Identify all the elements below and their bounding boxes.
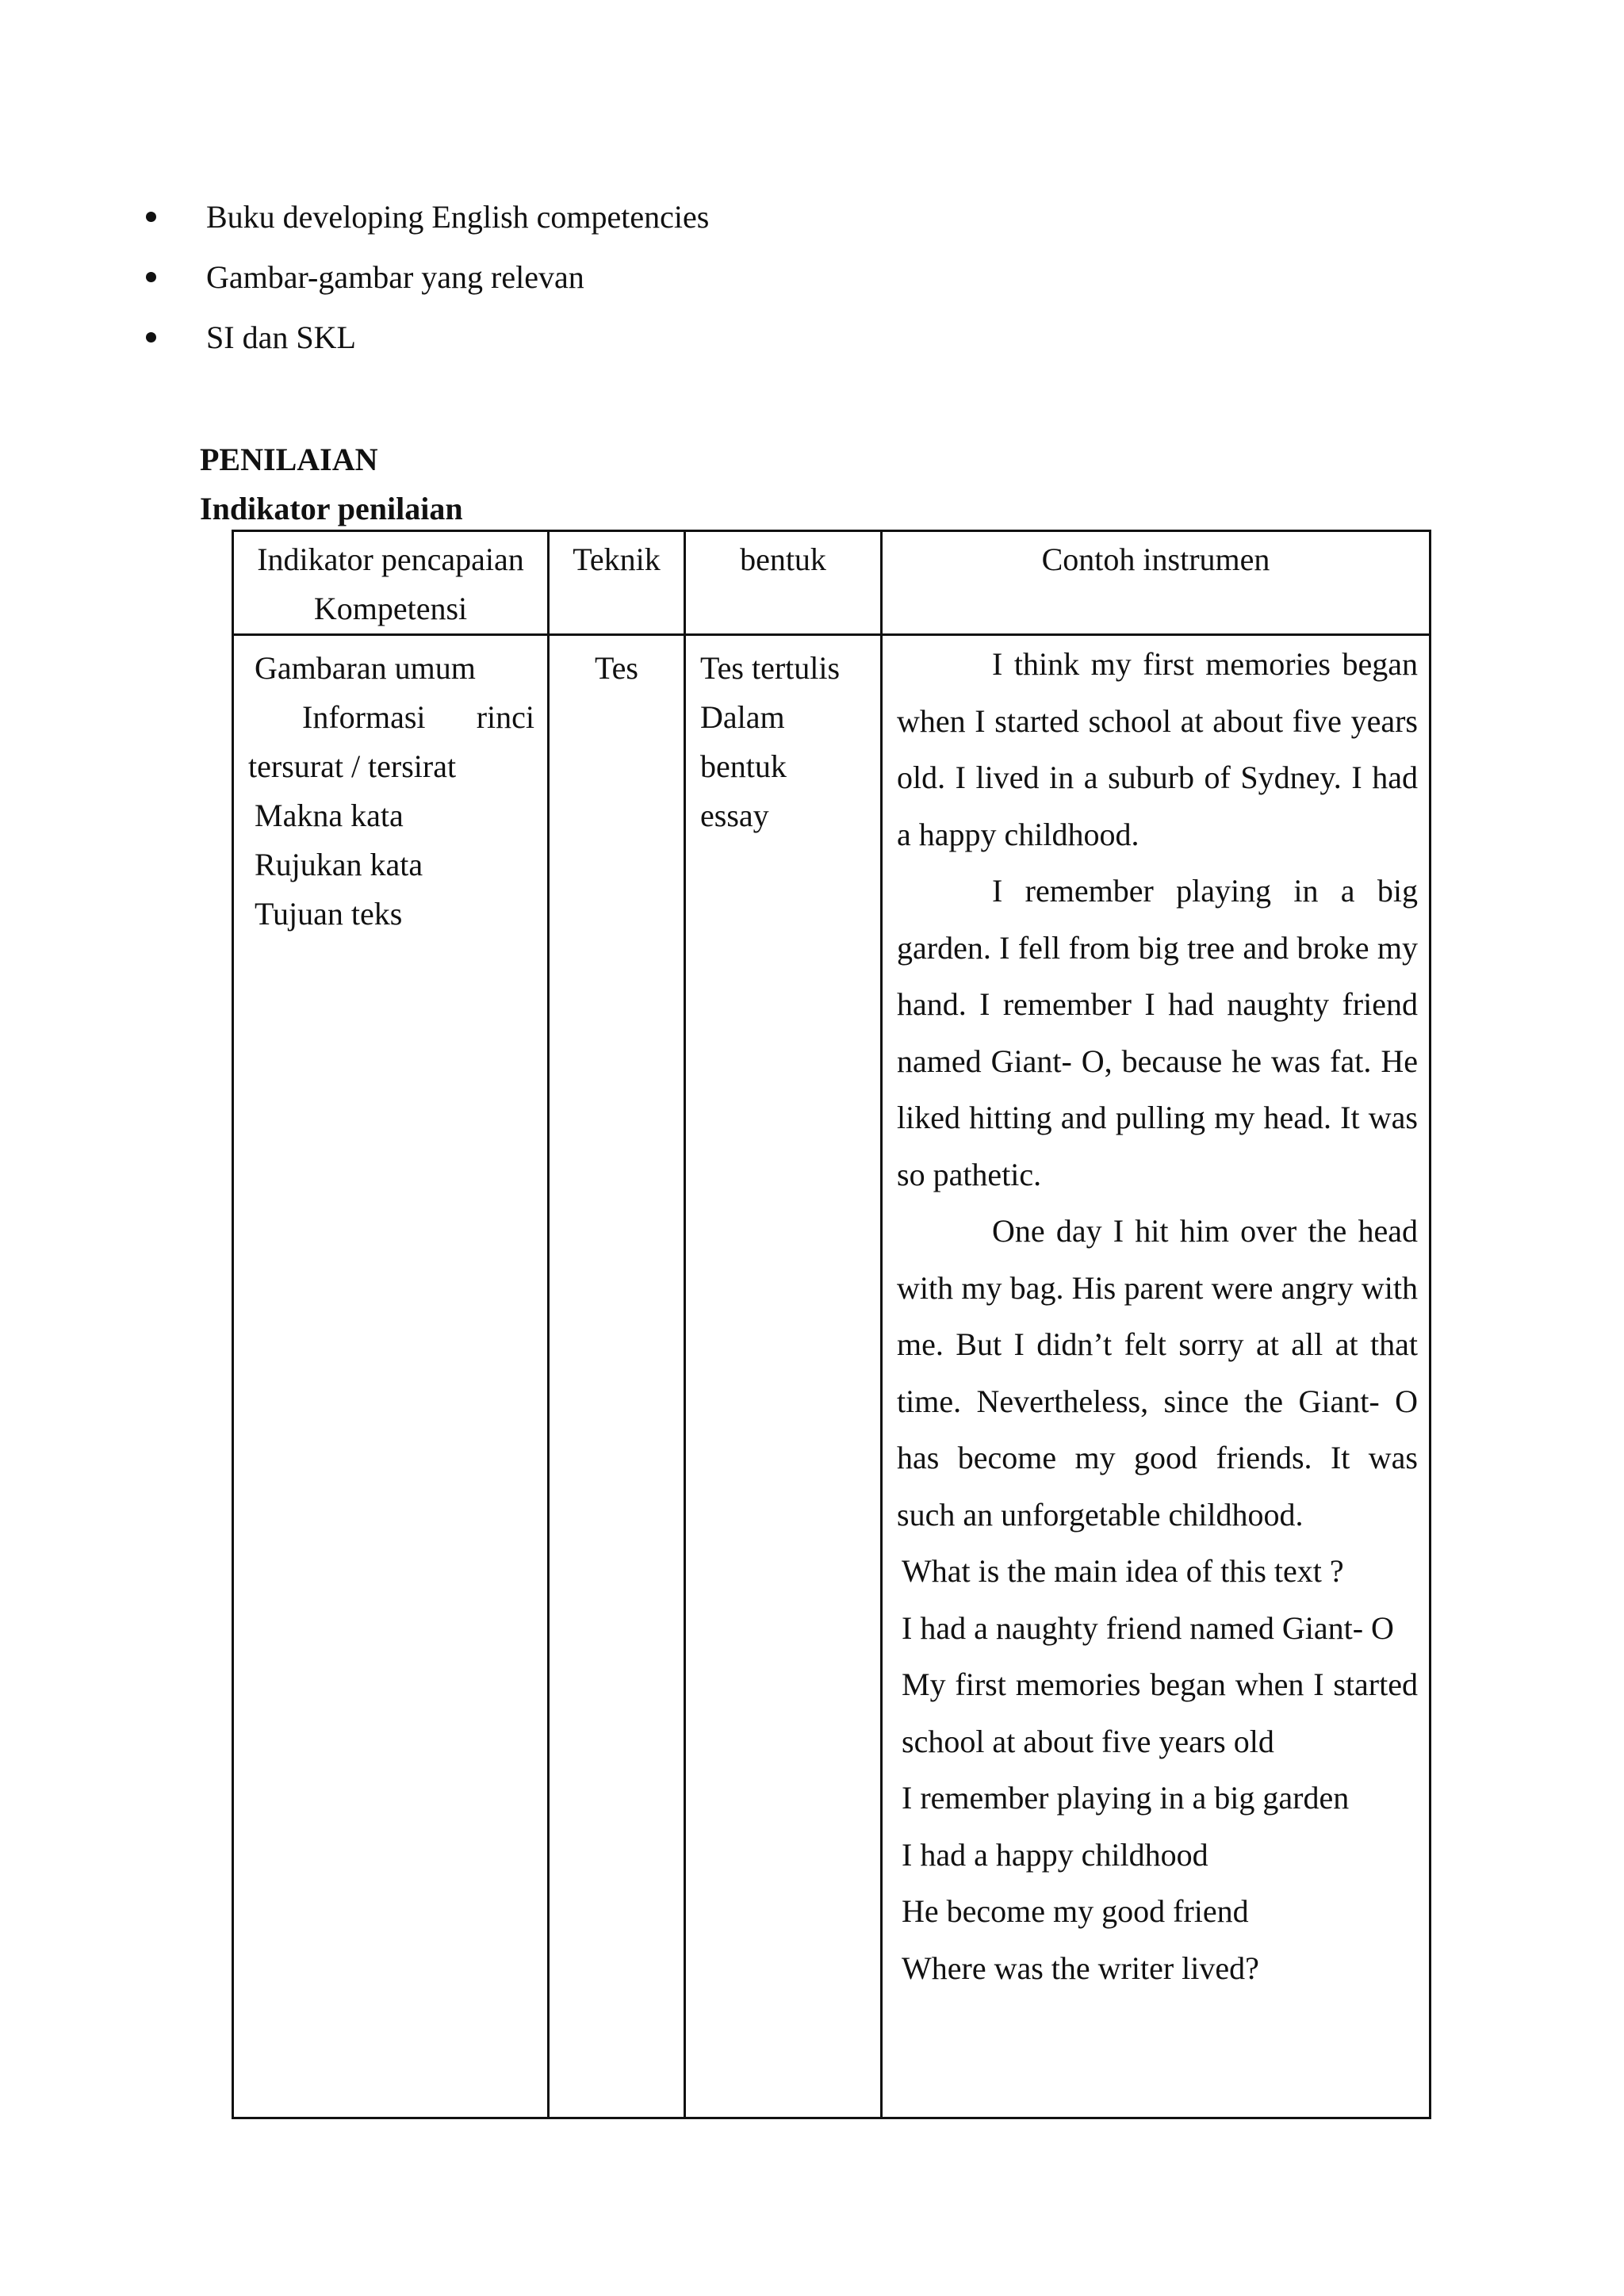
answer-option: I remember playing in a big garden xyxy=(902,1780,1350,1816)
table-header-row xyxy=(233,531,1431,635)
list-item xyxy=(143,193,710,254)
bullet-icon xyxy=(146,212,156,222)
indikator-item: Rujukan kata xyxy=(255,847,423,882)
header-bentuk: bentuk xyxy=(685,531,882,635)
bentuk-line: bentuk xyxy=(700,748,787,784)
indikator-item: tersurat / tersirat xyxy=(248,748,457,784)
indikator-cell xyxy=(233,635,549,2118)
indikator-item xyxy=(255,693,534,742)
indikator-item: Tujuan teks xyxy=(255,896,403,932)
section-subtitle: Indikator penilaian xyxy=(200,491,463,526)
header-indikator-line2: Kompetensi xyxy=(313,591,468,626)
reading-paragraph: One day I hit him over the head with my bag. His parent were angry with me. But I didn’t felt sorry at all at that time. Nevertheless, since the Giant- O has become my good friends. It was such an unforgetable childhood. xyxy=(897,1213,1418,1533)
indikator-item: Makna kata xyxy=(255,798,404,833)
indikator-item-part: Informasi xyxy=(302,699,426,735)
header-contoh: Contoh instrumen xyxy=(882,531,1431,635)
material-text: Buku developing English competencies xyxy=(206,199,710,235)
bentuk-cell xyxy=(685,635,882,2118)
table-row xyxy=(233,635,1431,2118)
bentuk-line: Dalam xyxy=(700,699,785,735)
reading-paragraph: I think my first memories began when I started school at about five years old. I lived in a suburb of Sydney. I had a happy childhood. xyxy=(897,646,1418,852)
section-title: PENILAIAN xyxy=(200,442,378,477)
header-teknik: Teknik xyxy=(549,531,685,635)
answer-option: He become my good friend xyxy=(902,1893,1249,1929)
bullet-icon xyxy=(146,272,156,282)
answer-option: I had a naughty friend named Giant- O xyxy=(902,1609,1394,1646)
answer-option: My first memories began when I started school at about five years old xyxy=(902,1667,1418,1759)
material-text: SI dan SKL xyxy=(206,320,356,355)
list-item xyxy=(143,254,584,314)
bullet-icon xyxy=(146,332,156,342)
indikator-item-part: rinci xyxy=(476,699,534,735)
teknik-value: Tes xyxy=(595,650,638,686)
indikator-item: Gambaran umum xyxy=(255,650,476,686)
teknik-cell xyxy=(549,635,685,2118)
question-text: What is the main idea of this text ? xyxy=(902,1553,1344,1589)
header-indikator-line1: Indikator pencapaian xyxy=(257,541,524,577)
material-text: Gambar-gambar yang relevan xyxy=(206,259,584,295)
header-indikator xyxy=(233,531,549,635)
materials-list xyxy=(143,193,710,374)
assessment-table xyxy=(232,530,1431,2119)
list-item xyxy=(143,314,356,374)
bentuk-line: essay xyxy=(700,798,769,833)
bentuk-line: Tes tertulis xyxy=(700,650,841,686)
contoh-cell xyxy=(882,635,1431,2118)
question-text: Where was the writer lived? xyxy=(902,1950,1259,1986)
reading-paragraph: I remember playing in a big garden. I fell from big tree and broke my hand. I remember I had naughty friend named Giant- O, because he was fat. He liked hitting and pulling my head. It was so pathetic. xyxy=(897,873,1418,1192)
answer-option: I had a happy childhood xyxy=(902,1836,1208,1873)
